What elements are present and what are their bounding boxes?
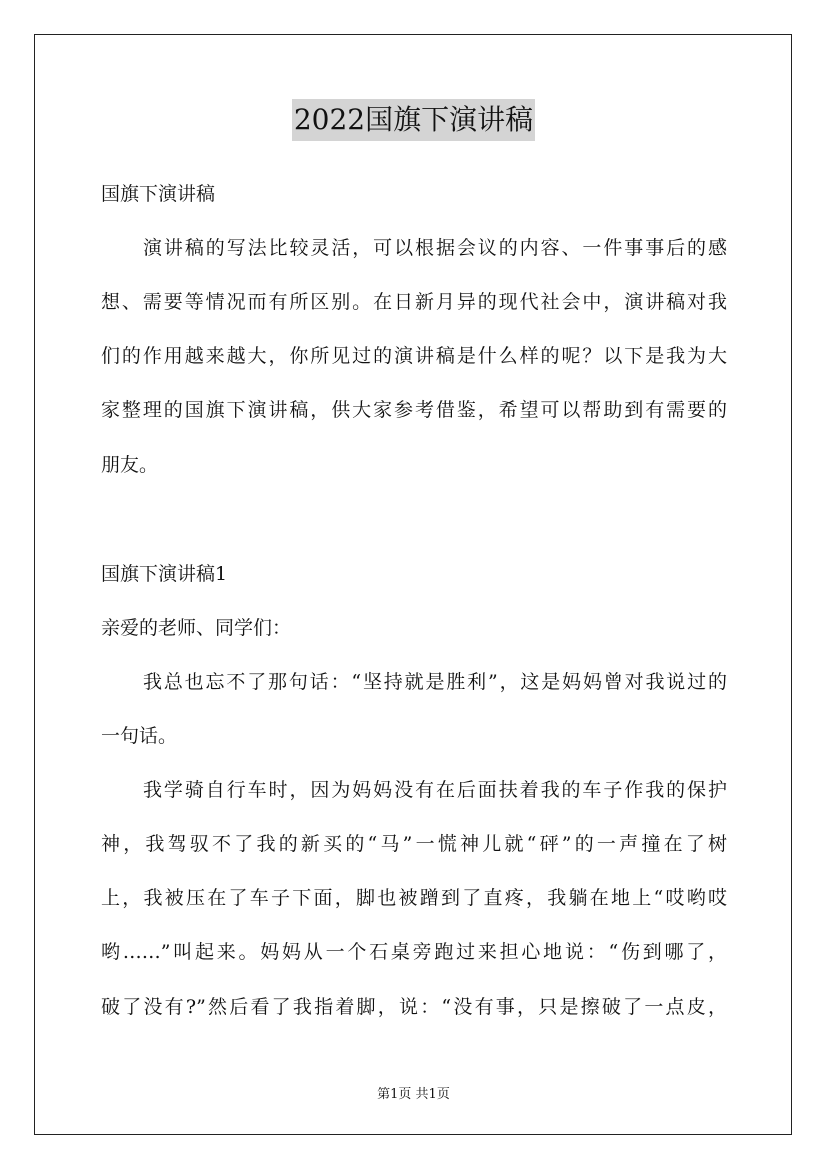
paragraph-line: 演讲稿的写法比较灵活，可以根据会议的内容、一件事事后的感	[143, 237, 727, 259]
paragraph-line: 们的作用越来越大，你所见过的演讲稿是什么样的呢？以下是我为大	[101, 345, 727, 367]
paragraph-line: 一句话。	[101, 725, 178, 747]
paragraph-line: 破了没有?”然后看了我指着脚，说：“没有事，只是擦破了一点皮，	[101, 996, 727, 1018]
section-heading: 国旗下演讲稿	[101, 183, 216, 205]
page-footer: 第1页 共1页	[377, 1087, 450, 1102]
paragraph-line: 我总也忘不了那句话：“坚持就是胜利”，这是妈妈曾对我说过的	[143, 671, 727, 693]
paragraph-line: 朋友。	[101, 454, 159, 476]
section-heading: 国旗下演讲稿1	[101, 563, 228, 585]
paragraph-line: 上，我被压在了车子下面，脚也被蹭到了直疼，我躺在地上“哎哟哎	[101, 887, 727, 909]
paragraph-line: 想、需要等情况而有所区别。在日新月异的现代社会中，演讲稿对我	[101, 291, 727, 313]
paragraph-line: 我学骑自行车时，因为妈妈没有在后面扶着我的车子作我的保护	[143, 779, 727, 801]
paragraph-line: 神，我驾驭不了我的新买的“马”一慌神儿就“砰”的一声撞在了树	[101, 833, 727, 855]
document-title: 2022国旗下演讲稿	[292, 99, 535, 141]
paragraph-line: 家整理的国旗下演讲稿，供大家参考借鉴，希望可以帮助到有需要的	[101, 399, 727, 421]
document-title-wrap	[0, 99, 827, 141]
salutation: 亲爱的老师、同学们：	[101, 617, 292, 639]
paragraph-line: 哟……”叫起来。妈妈从一个石桌旁跑过来担心地说：“伤到哪了，	[101, 941, 727, 963]
